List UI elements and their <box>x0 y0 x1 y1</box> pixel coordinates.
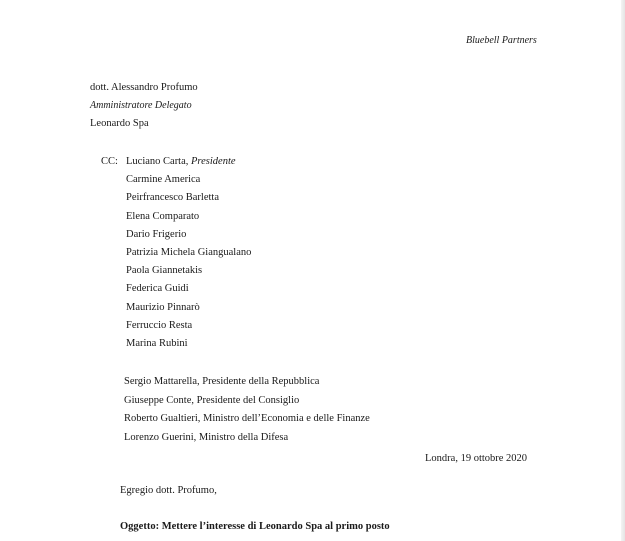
cc-government-member: Giuseppe Conte, Presidente del Consiglio <box>124 394 300 406</box>
cc-board-member: Peirfrancesco Barletta <box>126 192 219 204</box>
cc-first-title: Presidente <box>191 156 236 167</box>
cc-board-member: Paola Giannetakis <box>126 265 203 277</box>
dateline: Londra, 19 ottobre 2020 <box>425 453 528 464</box>
page-edge <box>621 0 625 541</box>
cc-government-member: Lorenzo Guerini, Ministro della Difesa <box>124 431 289 443</box>
cc-government-list <box>124 377 370 451</box>
cc-government-member: Roberto Gualtieri, Ministro dell’Economia e delle Finanze <box>124 413 370 424</box>
addressee-role: Amministratore Delegato <box>90 100 192 111</box>
cc-government-member: Sergio Mattarella, Presidente della Repubblica <box>124 376 320 387</box>
cc-board-member: Federica Guidi <box>126 283 189 295</box>
greeting: Egregio dott. Profumo, <box>120 485 217 496</box>
addressee-company: Leonardo Spa <box>90 118 149 129</box>
subject-line: Oggetto: Mettere l’interesse di Leonardo Spa al primo posto <box>120 521 390 532</box>
cc-board-member: Maurizio Pinnarò <box>126 301 200 313</box>
firm-name: Bluebell Partners <box>466 35 537 46</box>
cc-board-member: Ferruccio Resta <box>126 319 193 331</box>
cc-first-name: Luciano Carta, <box>126 156 189 167</box>
addressee-name: dott. Alessandro Profumo <box>90 82 198 93</box>
cc-board-member: Carmine America <box>126 174 201 186</box>
cc-board-member: Elena Comparato <box>126 210 200 222</box>
cc-label: CC: <box>101 156 118 167</box>
cc-board-list <box>126 157 251 357</box>
cc-board-member: Marina Rubini <box>126 337 188 349</box>
cc-board-member <box>126 157 251 175</box>
cc-board-member: Patrizia Michela Giangualano <box>126 246 252 258</box>
cc-board-member: Dario Frigerio <box>126 228 187 240</box>
